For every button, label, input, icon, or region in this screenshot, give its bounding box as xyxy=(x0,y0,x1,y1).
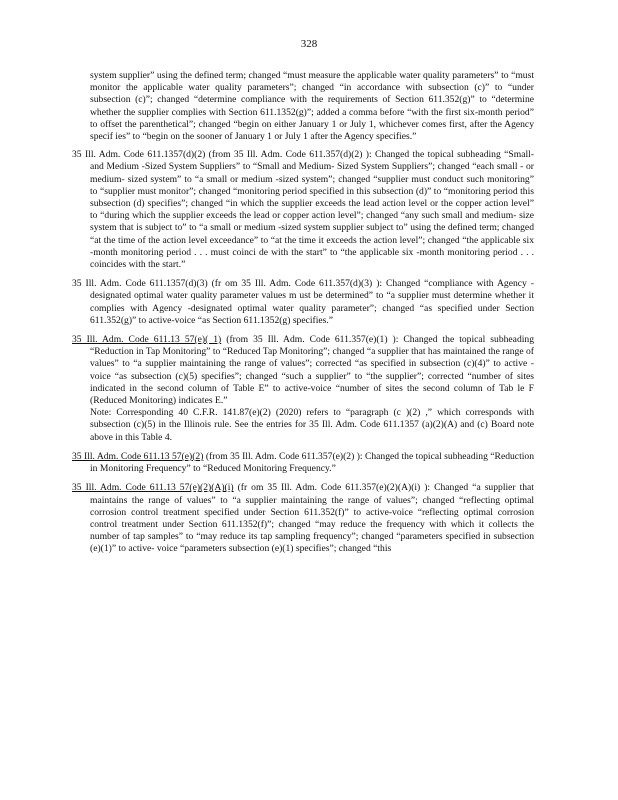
table-entry-1 xyxy=(72,149,534,271)
entry-citation: 35 Ill. Adm. Code 611.1357(d)(2) xyxy=(72,149,206,161)
document-body xyxy=(72,70,534,563)
entry-body: (from 35 Ill. Adm. Code 611.357(d)(2) ): Changed the topical subheading “Small- and Medium -Sized System Suppliers” to “Small and Medium- Sized System Suppliers”; changed “each small - or medium- sized system” to “a small or medium -sized system”; changed “supplier must conduct such monitoring” to “supplier must monitor”; changed “monitoring period specified in this subsection (d)” to “monitoring period this subsection (d) specifies”; changed “in which the supplier exceeds the lead action level or the copper action level” to “during which the supplier exceeds the lead or copper action level”; changed “any such small and medium- size system that is subject to” to “a small or medium -sized system supplier subject to” using the defined term; changed “at the time of the action level exceedance” to “at the time it exceeds the action level”; changed “the applicable six -month monitoring period . . . must coinci de with the start” to “the applicable six -month monitoring period . . . coincides with the start.” xyxy=(90,149,534,271)
entry-citation: 35 Ill. Adm. Code 611.13 57(e)(2) xyxy=(72,450,204,462)
table-entry-3 xyxy=(72,334,534,444)
table-entry-5 xyxy=(72,482,534,555)
entry-body: (fr om 35 Ill. Adm. Code 611.357(d)(3) ): Changed “compliance with Agency - designated optimal water quality parameter values m ust be determined” to “a supplier must determine whether it complies with Agency -designated optimal water quality parameter”; changed “as specified under Section 611.352(g)” to active-voice “as Section 611.1352(g) specifies.” xyxy=(90,278,534,326)
entry-note: Note: Corresponding 40 C.F.R. 141.87(e)(2) (2020) refers to “paragraph (c )(2) ,” which corresponds with subsection (c)(5) in the Illinois rule. See the entries for 35 Ill. Adm. Code 611.1357 (a)(2)(A) and (c) Board note above in this Table 4. xyxy=(90,407,534,443)
table-entry-2 xyxy=(72,278,534,327)
entry-body: (from 35 Ill. Adm. Code 611.357(e)(2) ): Changed the topical subheading “Reduction in Monitoring Frequency” to “Reduced Monitoring Frequency.” xyxy=(90,450,534,475)
page-number: 328 xyxy=(300,38,318,50)
entry-body: (from 35 Ill. Adm. Code 611.357(e)(1) ): Changed the topical subheading “Reduction in Tap Monitoring” to “Reduced Tap Monitoring”; changed “a supplier that has maintained the range of values” to “a supplier maintaining the range of values”; corrected “as specified in subsection (c)(4)” to active - voice “as subsection (c)(5) specifies”; changed “such a supplier” to “the supplier”; corrected “number of sites indicated in the second column of Table E” to active-voice “number of sites the second column of Tab le F (Reduced Monitoring) indicates E.” xyxy=(90,334,534,407)
entry-citation: 35 Ill. Adm. Code 611.13 57(e)(2)(A)(i) xyxy=(72,482,234,494)
continued-entry-text: system supplier” using the defined term; changed “must measure the applicable water quality parameters” to “must monitor the applicable water quality parameters”; changed “in accordance with subsection (c)” to “under subsection (c)”; changed “determine compliance with the requirements of Section 611.352(g)” to “determine whether the supplier complies with Section 611.1352(g)”; added a comma before “with the first six-month period” to offset the parenthetical”; changed “begin on either January 1 or July 1, whichever comes first, after the Agency specif ies” to “begin on the sooner of January 1 or July 1 after the Agency specifies.” xyxy=(90,70,534,143)
entry-citation: 35 Ill. Adm. Code 611.1357(d)(3) xyxy=(72,278,208,290)
entry-citation: 35 Ill. Adm. Code 611.13 57(e)( 1) xyxy=(72,334,222,346)
table-entry-4 xyxy=(72,451,534,475)
entry-body: (fr om 35 Ill. Adm. Code 611.357(e)(2)(A)(i) ): Changed “a supplier that maintains the range of values” to “a supplier maintaining the range of values”; changed “reflecting optimal corrosion control treatment specified under Section 611.352(f)” to active-voice “reflecting optimal corrosion control treatment under Section 611.1352(f)”; changed “may reduce the frequency with which it collects the number of tap samples” to “may reduce its tap sampling frequency”; changed “parameters specified in subsection (e)(1)” to active- voice “parameters subsection (e)(1) specifies”; changed “this xyxy=(90,482,534,555)
